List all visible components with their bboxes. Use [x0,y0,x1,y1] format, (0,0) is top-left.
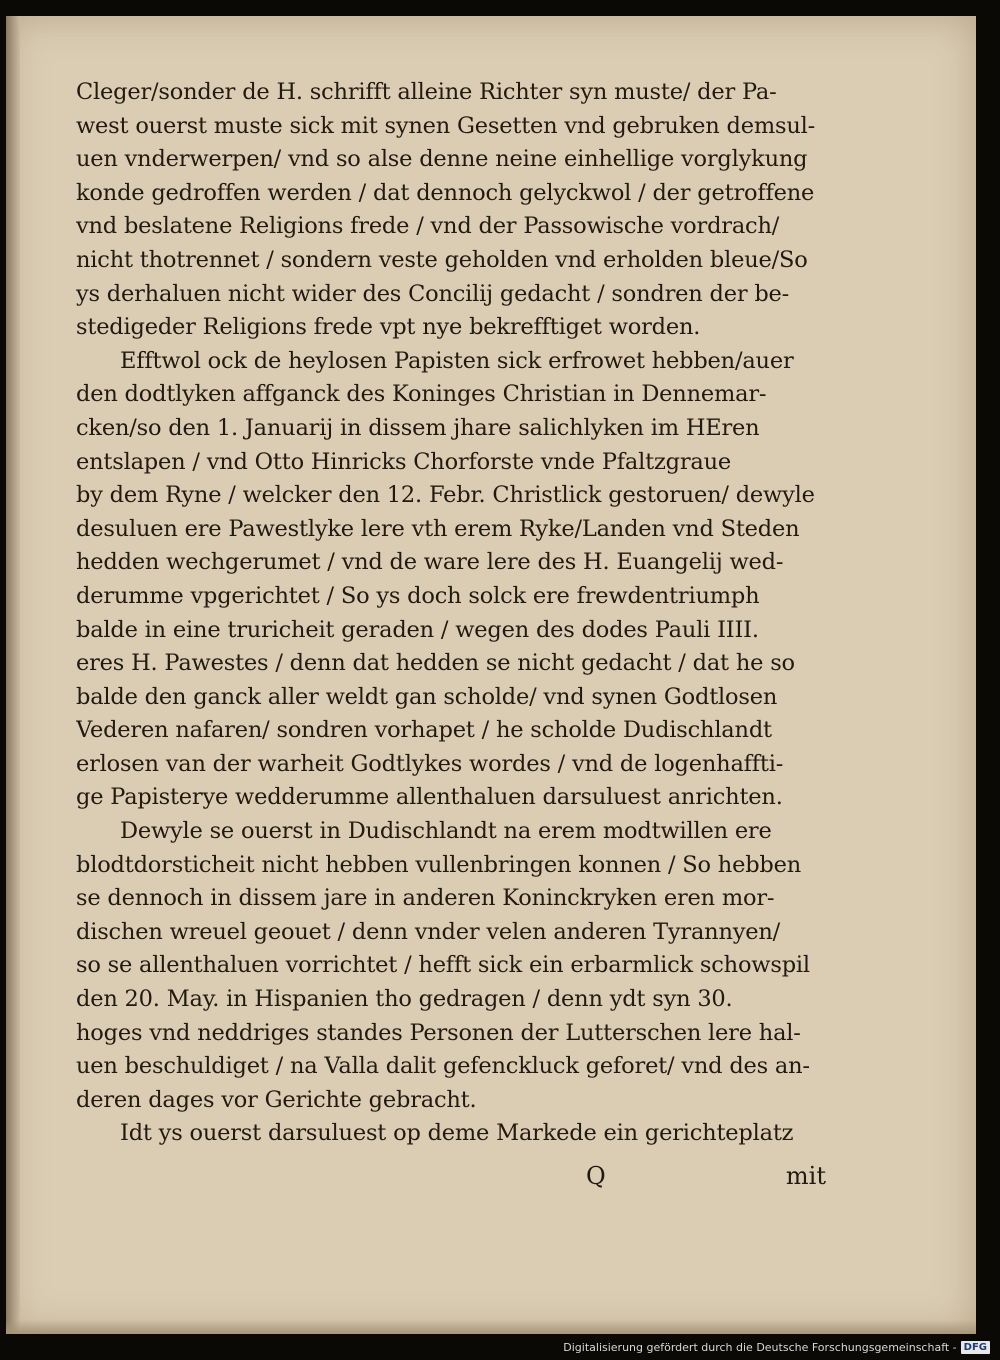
text-line: erlosen van der warheit Godtlykes wordes / vnd de logenhaffti- [76,750,784,777]
text-line: konde gedroffen werden / dat dennoch gelyckwol / der getroffene [76,179,815,206]
page-spine-shadow [6,16,20,1334]
text-line: stedigeder Religions frede vpt nye bekrefftiget worden. [76,314,701,341]
text-line: uen beschuldiget / na Valla dalit gefenckluck geforet/ vnd des an- [76,1053,810,1080]
text-line: by dem Ryne / welcker den 12. Febr. Christlick gestoruen/ dewyle [76,482,815,509]
text-line: balde in eine truricheit geraden / wegen des dodes Pauli IIII. [76,616,759,643]
text-line: Vederen nafaren/ sondren vorhapet / he scholde Dudischlandt [76,717,772,744]
text-line: ys derhaluen nicht wider des Concilij gedacht / sondren der be- [76,280,790,307]
text-line: blodtdorsticheit nicht hebben vullenbringen konnen / So hebben [76,851,802,878]
text-line: nicht thotrennet / sondern veste geholden vnd erholden bleue/So [76,246,808,273]
text-line: uen vnderwerpen/ vnd so alse denne neine einhellige vorglykung [76,146,808,173]
dfg-logo: DFG [961,1341,990,1354]
text-line: ge Papisterye wedderumme allenthaluen darsuluest anrichten. [76,784,783,811]
text-line: desuluen ere Pawestlyke lere vth erem Ryke/Landen vnd Steden [76,515,800,542]
text-line: dischen wreuel geouet / denn vnder velen anderen Tyrannyen/ [76,918,781,945]
text-line: se dennoch in dissem jare in anderen Koninckryken eren mor- [76,885,775,912]
book-page [6,16,976,1334]
credit-text: Digitalisierung gefördert durch die Deutsche Forschungsgemeinschaft - [563,1341,957,1354]
text-line: Dewyle se ouerst in Dudischlandt na erem modtwillen ere [120,818,772,845]
text-line: hedden wechgerumet / vnd de ware lere des H. Euangelij wed- [76,549,784,576]
text-line: eres H. Pawestes / denn dat hedden se nicht gedacht / dat he so [76,650,795,677]
text-line: vnd beslatene Religions frede / vnd der Passowische vordrach/ [76,213,780,240]
text-line: entslapen / vnd Otto Hinricks Chorforste vnde Pfaltzgraue [76,448,731,475]
text-line: cken/so den 1. Januarij in dissem jhare salichlyken im HEren [76,414,760,441]
body-text [76,76,836,1151]
text-line: Efftwol ock de heylosen Papisten sick erfrowet hebben/auer [120,347,794,374]
text-line: den 20. May. in Hispanien tho gedragen / denn ydt syn 30. [76,986,733,1013]
text-line: so se allenthaluen vorrichtet / hefft sick ein erbarmlick schowspil [76,952,810,979]
text-line: hoges vnd neddriges standes Personen der Lutterschen lere hal- [76,1019,801,1046]
text-line: Cleger/sonder de H. schrifft alleine Richter syn muste/ der Pa- [76,79,777,105]
signature-mark: Q [586,1162,606,1190]
text-line: balde den ganck aller weldt gan scholde/ vnd synen Godtlosen [76,683,778,710]
text-line: deren dages vor Gerichte gebracht. [76,1086,477,1113]
text-line: Idt ys ouerst darsuluest op deme Markede ein gerichteplatz [120,1120,794,1147]
text-line: derumme vpgerichtet / So ys doch solck ere frewdentriumph [76,582,760,609]
page-bottom-edge [6,1320,976,1334]
page-foot [76,1162,836,1202]
text-line: den dodtlyken affganck des Koninges Christian in Dennemar- [76,381,767,408]
digitization-credit [563,1341,990,1354]
catchword: mit [785,1162,826,1190]
text-line: west ouerst muste sick mit synen Gesetten vnd gebruken demsul- [76,112,816,139]
